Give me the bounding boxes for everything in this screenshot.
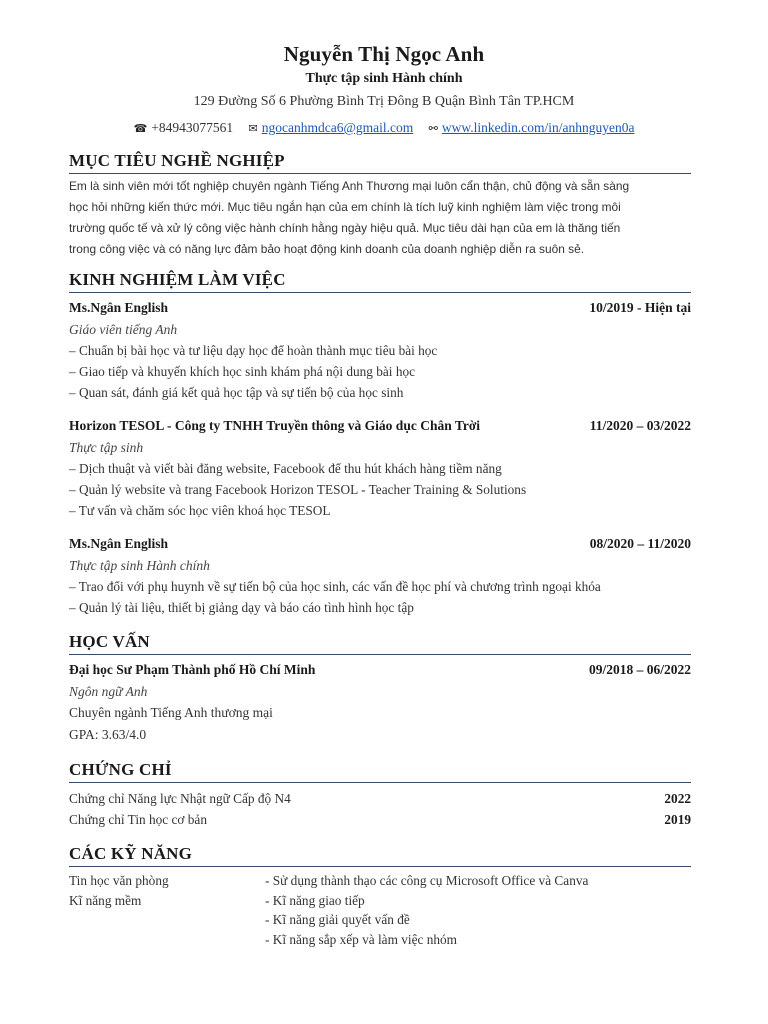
job-role: Thực tập sinh Hành chính (69, 558, 210, 573)
education-major: Chuyên ngành Tiếng Anh thương mại (69, 705, 273, 720)
school-name: Đại học Sư Phạm Thành phố Hồ Chí Minh (69, 662, 316, 677)
job-bullet: – Trao đổi với phụ huynh về sự tiến bộ của học sinh, các vấn đề học phí và chương trình ngoại khóa (69, 579, 601, 594)
skills-section (69, 844, 691, 949)
email-link[interactable]: ngocanhmdca6@gmail.com (261, 119, 414, 135)
section-title: HỌC VẤN (69, 632, 691, 655)
experience-section (69, 270, 691, 618)
phone-number: +84943077561 (151, 119, 234, 135)
skill-detail: - Sử dụng thành thạo các công cụ Microsoft Office và Canva (265, 873, 589, 888)
job-role: Thực tập sinh (69, 440, 144, 455)
phone-contact (134, 120, 234, 136)
skill-category: Tin học văn phòng (69, 873, 169, 888)
email-contact[interactable] (249, 120, 414, 136)
section-title: CHỨNG CHỈ (69, 760, 691, 783)
education-header (69, 659, 691, 681)
skill-category: Kĩ năng mềm (69, 892, 142, 908)
skill-detail: - Kĩ năng giao tiếp (265, 892, 365, 908)
job-bullet: – Chuẩn bị bài học và tư liệu dạy học để hoàn thành mục tiêu bài học (69, 343, 438, 358)
objective-section (69, 151, 691, 260)
job-bullet: – Dịch thuật và viết bài đăng website, Facebook để thu hút khách hàng tiềm năng (69, 461, 502, 476)
job-header (69, 533, 691, 555)
job-role: Giáo viên tiếng Anh (69, 322, 178, 337)
job-bullet: – Tư vấn và chăm sóc học viên khoá học TESOL (69, 503, 331, 518)
section-title: CÁC KỸ NĂNG (69, 844, 691, 867)
job-company: Ms.Ngân English (69, 300, 169, 315)
job-company: Horizon TESOL - Công ty TNHH Truyền thông và Giáo dục Chân Trời (69, 418, 481, 433)
candidate-title: Thực tập sinh Hành chính (305, 71, 463, 86)
certificate-row (69, 809, 691, 830)
phone-icon: ☎ (133, 121, 148, 135)
objective-line: học hỏi những kiến thức mới. Mục tiêu ngắn hạn của em chính là tích luỹ kinh nghiệm làm việc trong môi (69, 200, 621, 214)
skill-category (69, 910, 265, 930)
job-bullet: – Quản lý website và trang Facebook Horizon TESOL - Teacher Training & Solutions (69, 482, 527, 497)
objective-line: trong công việc và có năng lực đảm bảo hoạt động kinh doanh của doanh nghiệp diễn ra suôn sẻ. (69, 242, 585, 256)
job-bullet: – Quản lý tài liệu, thiết bị giảng dạy và báo cáo tình hình học tập (69, 600, 414, 615)
education-entry (69, 659, 691, 746)
objective-text (69, 176, 691, 260)
job-bullet: – Quan sát, đánh giá kết quả học tập và sự tiến bộ của học sinh (69, 385, 404, 400)
skills-table (69, 871, 691, 949)
education-field: Ngôn ngữ Anh (69, 684, 148, 699)
certificate-row (69, 788, 691, 809)
candidate-name: Nguyễn Thị Ngọc Anh (283, 42, 485, 66)
certificate-list (69, 788, 691, 830)
education-section (69, 632, 691, 746)
certificate-name: Chứng chỉ Năng lực Nhật ngữ Cấp độ N4 (69, 791, 291, 806)
job-entry (69, 415, 691, 521)
education-period: 09/2018 – 06/2022 (588, 662, 691, 677)
job-header (69, 297, 691, 319)
skill-category (69, 930, 265, 950)
linkedin-link[interactable]: www.linkedin.com/in/anhnguyen0a (441, 119, 635, 135)
job-entry (69, 533, 691, 618)
job-company: Ms.Ngân English (69, 536, 169, 551)
mail-icon: ✉ (248, 121, 258, 135)
skill-detail: - Kĩ năng sắp xếp và làm việc nhóm (265, 931, 458, 947)
education-gpa: GPA: 3.63/4.0 (69, 727, 147, 742)
certificate-year: 2019 (664, 812, 691, 827)
objective-line: Em là sinh viên mới tốt nghiệp chuyên ngành Tiếng Anh Thương mại luôn cẩn thận, chủ động và sẵn sàng (69, 179, 630, 193)
linkedin-contact[interactable] (429, 120, 635, 136)
section-title: KINH NGHIỆM LÀM VIỆC (69, 270, 691, 293)
job-header (69, 415, 691, 437)
link-icon: ⚯ (428, 121, 438, 135)
section-title: MỤC TIÊU NGHỀ NGHIỆP (69, 151, 691, 174)
contact-bar (0, 119, 768, 136)
objective-line: trường quốc tế và xử lý công việc hành chính hằng ngày hiệu quả. Mục tiêu dài hạn của em là thăng tiến (69, 221, 621, 235)
certificate-year: 2022 (664, 791, 691, 806)
job-period: 11/2020 – 03/2022 (589, 418, 691, 433)
job-entry (69, 297, 691, 403)
job-period: 08/2020 – 11/2020 (589, 536, 691, 551)
skill-detail: - Kĩ năng giải quyết vấn đề (265, 912, 410, 927)
certificate-name: Chứng chỉ Tin học cơ bản (69, 812, 207, 827)
certificates-section (69, 760, 691, 830)
job-period: 10/2019 - Hiện tại (589, 300, 691, 315)
job-bullet: – Giao tiếp và khuyến khích học sinh khám phá nội dung bài học (69, 364, 416, 379)
candidate-address: 129 Đường Số 6 Phường Bình Trị Đông B Quận Bình Tân TP.HCM (193, 94, 575, 109)
